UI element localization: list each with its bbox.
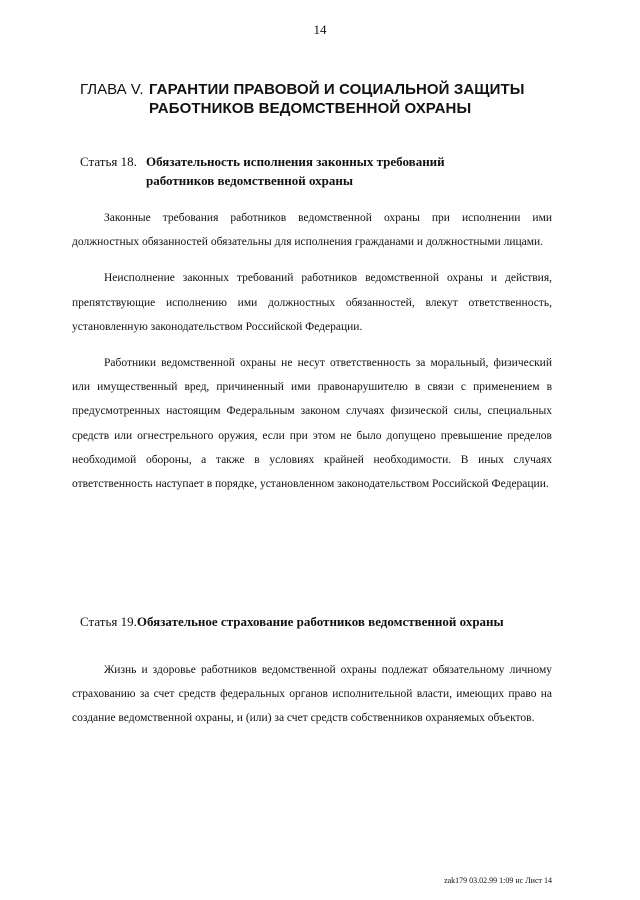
article-18-paragraph-1: Законные требования работников ведомственной охраны при исполнении ими должностных обязанностей обязательны для исполнения гражданами и должностными лицами. (72, 212, 552, 249)
chapter-title-line2: РАБОТНИКОВ ВЕДОМСТВЕННОЙ ОХРАНЫ (149, 100, 472, 117)
article-18-label: Статья 18. (80, 154, 137, 169)
article-19-title: Обязательное страхование работников ведомственной охраны (136, 614, 504, 629)
chapter-heading (80, 80, 580, 118)
article-19-paragraph-1: Жизнь и здоровье работников ведомственной охраны подлежат обязательному личному страхованию за счет средств федеральных органов исполнительной власти, имеющих право на создание ведомственной охраны, и (или) за счет средств собственников охраняемых объектов. (72, 664, 552, 725)
chapter-title-line1: ГАРАНТИИ ПРАВОВОЙ И СОЦИАЛЬНОЙ ЗАЩИТЫ (149, 81, 525, 98)
page-number: 14 (313, 22, 327, 37)
article-18-paragraph-2: Неисполнение законных требований работников ведомственной охраны и действия, препятствующие исполнению ими должностных обязанностей, влекут ответственность, установленную законодательством Российской Федерации. (72, 272, 552, 333)
article-18-paragraph-3: Работники ведомственной охраны не несут ответственность за моральный, физический или имущественный вред, причиненный ими правонарушителю в связи с применением в предусмотренных настоящим Федеральным законом случаях физической силы, специальных средств или огнестрельного оружия, если при этом не было допущено превышение пределов необходимой обороны, а также в условиях крайней необходимости. В иных случаях ответственность наступает в порядке, установленном законодательством Российской Федерации. (72, 357, 552, 491)
article-19-heading (80, 612, 560, 631)
chapter-label: ГЛАВА V. (80, 81, 144, 98)
article-18-body (72, 206, 552, 496)
article-18-heading (80, 152, 560, 190)
article-19-label: Статья 19. (80, 614, 137, 629)
footer-stamp: zak179 03.02.99 1:09 нс Лист 14 (444, 876, 552, 885)
article-19-body (72, 658, 552, 731)
article-18-title-line1: Обязательность исполнения законных требований (146, 154, 445, 169)
article-18-title-line2: работников ведомственной охраны (146, 173, 354, 188)
